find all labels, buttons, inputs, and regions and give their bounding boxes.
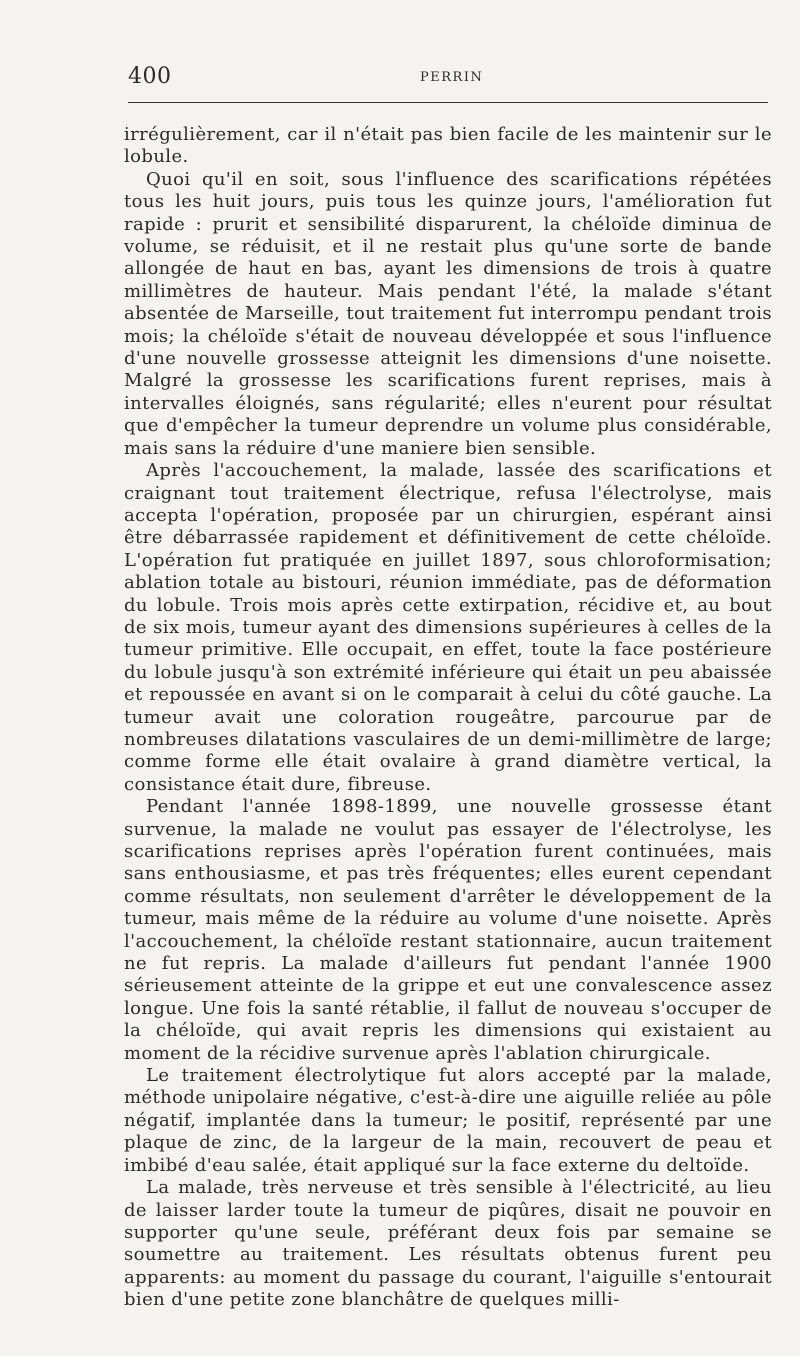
paragraph: Après l'accouchement, la malade, lassée des scarifications et craignant tout traitement électrique, refusa l'électrolyse, mais accepta l'opération, proposée par un chirurgien, espérant ainsi être débarrassée rapidement et définitivement de cette chéloïde. L'opération fut pratiquée en juillet 1897, sous chloroformisation; ablation totale au bistouri, réunion immédiate, pas de déformation du lobule. Trois mois après cette extirpation, récidive et, au bout de six mois, tumeur ayant des dimensions supérieures à celles de la tumeur primitive. Elle occupait, en effet, toute la face postérieure du lobule jusqu'à son extrémité inférieure qui était un peu abaissée et repoussée en avant si on le comparait à celui du côté gauche. La tumeur avait une coloration rougeâtre, parcourue par de nombreuses dilatations vasculaires de un demi-millimètre de large; comme forme elle était ovalaire à grand diamètre vertical, la consistance était dure, fibreuse. (124, 460, 772, 795)
page-header (128, 64, 768, 96)
page-number: 400 (128, 64, 172, 89)
paragraph: Pendant l'année 1898-1899, une nouvelle grossesse étant survenue, la malade ne voulut pas essayer de l'électrolyse, les scarifications reprises après l'opération furent continuées, mais sans enthousiasme, et pas très fréquentes; elles eurent cependant comme résultats, non seulement d'arrêter le développement de la tumeur, mais même de la réduire au volume d'une noisette. Après l'accouchement, la chéloïde restant stationnaire, aucun traitement ne fut repris. La malade d'ailleurs fut pendant l'année 1900 sérieusement atteinte de la grippe et eut une convalescence assez longue. Une fois la santé rétablie, il fallut de nouveau s'occuper de la chéloïde, qui avait repris les dimensions qui existaient au moment de la récidive survenue après l'ablation chirurgicale. (124, 796, 772, 1064)
paragraph: Quoi qu'il en soit, sous l'influence des scarifications répétées tous les huit jours, puis tous les quinze jours, l'amélioration fut rapide : prurit et sensibilité disparurent, la chéloïde diminua de volume, se réduisit, et il ne restait plus qu'une sorte de bande allongée de haut en bas, ayant les dimensions de trois à quatre millimètres de hauteur. Mais pendant l'été, la malade s'étant absentée de Marseille, tout traitement fut interrompu pendant trois mois; la chéloïde s'était de nouveau développée et sous l'influence d'une nouvelle grossesse atteignit les dimensions d'une noisette. Malgré la grossesse les scarifications furent reprises, mais à intervalles éloignés, sans régularité; elles n'eurent pour résultat que d'empêcher la tumeur deprendre un volume plus considérable, mais sans la réduire d'une maniere bien sensible. (124, 168, 772, 459)
paragraph: Le traitement électrolytique fut alors accepté par la malade, méthode unipolaire négative, c'est-à-dire une aiguille reliée au pôle négatif, implantée dans la tumeur; le positif, représenté par une plaque de zinc, de la largeur de la main, recouvert de peau et imbibé d'eau salée, était appliqué sur la face externe du deltoïde. (124, 1065, 772, 1176)
running-head: PERRIN (420, 70, 484, 85)
paragraph: La malade, très nerveuse et très sensible à l'électricité, au lieu de laisser larder toute la tumeur de piqûres, disait ne pouvoir en supporter qu'une seule, préférant deux fois par semaine se soumettre au traitement. Les résultats obtenus furent peu apparents: au moment du passage du courant, l'aiguille s'entourait bien d'une petite zone blanchâtre de quelques milli- (124, 1177, 772, 1311)
body-text (124, 124, 772, 1312)
header-rule (128, 102, 768, 103)
paragraph: irrégulièrement, car il n'était pas bien facile de les maintenir sur le lobule. (124, 124, 772, 168)
